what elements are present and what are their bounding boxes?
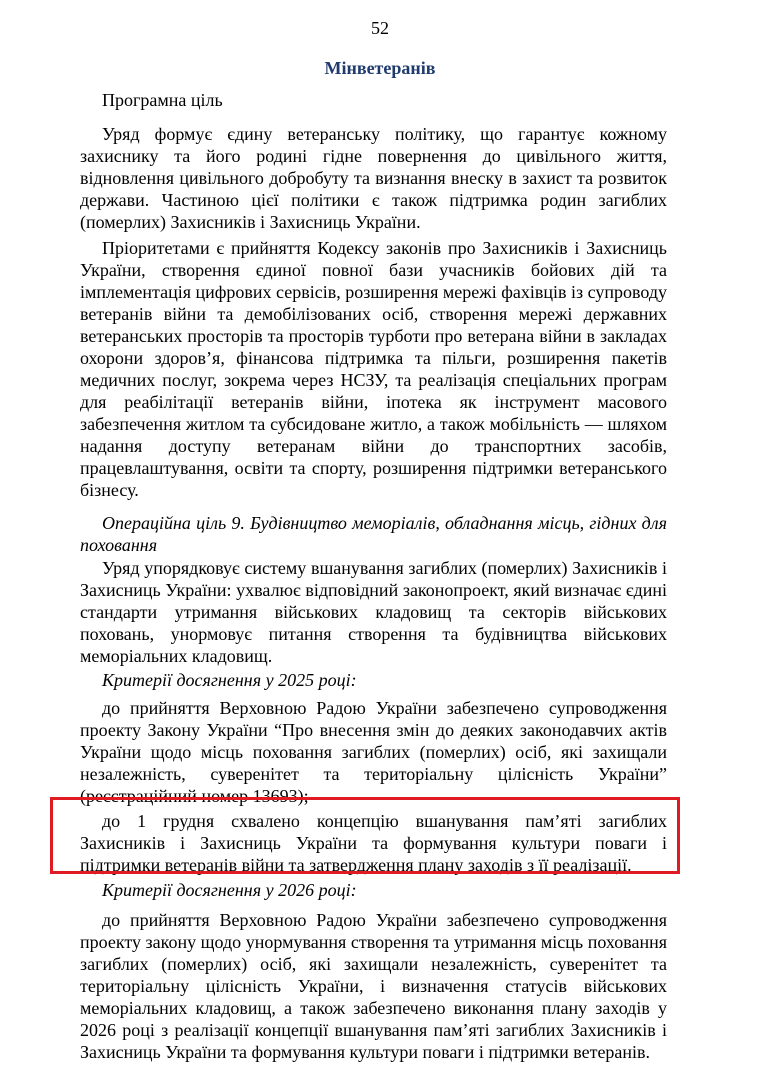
section-heading: Мінветеранів <box>324 58 436 78</box>
page-number: 52 <box>371 18 389 38</box>
operational-goal-text: Уряд упорядковує систему вшанування загиблих (померлих) Захисників і Захисниць України: ухвалює відповідний законопроект, який визначає єдині стандарти утримання військових кладовищ та секторів військових поховань, унормовує питання створення та будівництва військових меморіальних кладовищ. <box>80 558 667 666</box>
criteria-2026-label: Критерії досягнення у 2026 році: <box>102 880 357 900</box>
operational-goal-title: Операційна ціль 9. Будівництво меморіалів, обладнання місць, гідних для поховання <box>80 513 667 555</box>
highlight-box <box>50 797 680 874</box>
priorities-paragraph: Пріоритетами є прийняття Кодексу законів про Захисників і Захисниць України, створення єдиної повної бази учасників бойових дій та імплементація цифрових сервісів, розширення мережі фахівців із супроводу ветеранів війни та демобілізованих осіб, створення мережі державних ветеранських просторів та просторів турботи про ветерана війни в закладах охорони здоров’я, фінансова підтримка та пільги, розширення пакетів медичних послуг, зокрема через НСЗУ, та реалізація спеціальних програм для реабілітації ветеранів війни, іпотека як інструмент масового забезпечення житлом та субсидоване житло, а також мобільність — шляхом надання доступу ветеранам війни до транспортних засобів, працевлаштування, освіти та спорту, розширення підтримки ветеранського бізнесу. <box>80 238 667 500</box>
criteria-2025-item-2: до 1 грудня схвалено концепцію вшанування пам’яті загиблих Захисників і Захисниць України та формування культури поваги і підтримки ветеранів війни та затвердження плану заходів з її реалізації. <box>80 811 667 875</box>
criteria-2025-item-1: до прийняття Верховною Радою України забезпечено супроводження проекту Закону України “Про внесення змін до деяких законодавчих актів України щодо місць поховання загиблих (померлих) осіб, які захищали незалежність, суверенітет та територіальну цілісність України” (реєстраційний номер 13693); <box>80 698 667 806</box>
goal-paragraph: Уряд формує єдину ветеранську політику, що гарантує кожному захиснику та його родині гідне повернення до цивільного життя, відновлення цивільного добробуту та визнання внеску в захист та розвиток держави. Частиною цієї політики є також підтримка родин загиблих (померлих) Захисників і Захисниць України. <box>80 124 667 232</box>
criteria-2025-label: Критерії досягнення у 2025 році: <box>102 670 357 690</box>
program-goal-label: Програмна ціль <box>102 90 223 110</box>
criteria-2026-item-1: до прийняття Верховною Радою України забезпечено супроводження проекту закону щодо унормування створення та утримання місць поховання загиблих (померлих) осіб, які захищали незалежність, суверенітет та територіальну цілісність України, і визначення статусів військових меморіальних кладовищ, а також забезпечено виконання плану заходів у 2026 році з реалізації концепції вшанування пам’яті загиблих Захисників і Захисниць України та формування культури поваги і підтримки ветеранів. <box>80 910 667 1062</box>
